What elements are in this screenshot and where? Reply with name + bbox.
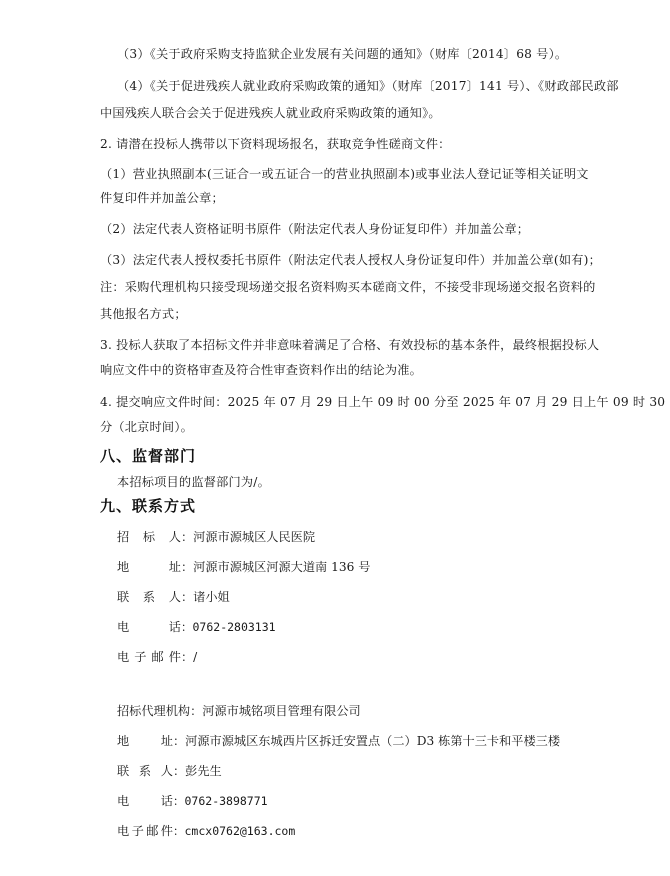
- agent-name-row: 招标代理机构：河源市城铭项目管理有限公司: [117, 704, 361, 718]
- buyer-contact-value: ：诸小姐: [181, 590, 230, 604]
- buyer-email-value: ：/: [181, 650, 198, 664]
- agent-phone-row: [117, 792, 268, 810]
- buyer-email-row: [117, 648, 197, 666]
- buyer-address-row: [117, 558, 370, 576]
- buyer-email-label: 电子邮件: [117, 650, 181, 664]
- section-8-heading: 八、监督部门: [100, 447, 197, 465]
- agent-email-row: [117, 822, 295, 840]
- section-9-heading: 九、联系方式: [100, 497, 197, 515]
- agent-address-row: [117, 732, 560, 750]
- agent-address-value: ：河源市源城区东城西片区拆迁安置点（二）D3 栋第十三卡和平楼三楼: [173, 734, 561, 748]
- registration-note-line-1: 注：采购代理机构只接受现场递交报名资料购买本磋商文件，不接受非现场递交报名资料的: [100, 280, 596, 294]
- registration-intro: 2. 请潜在投标人携带以下资料现场报名，获取竞争性磋商文件：: [100, 137, 451, 151]
- paragraph-4-line-1: 4. 提交响应文件时间：2025 年 07 月 29 日上午 09 时 00 分至 2025 年 07 月 29 日上午 09 时 30: [100, 395, 666, 409]
- policy-item-4-line-1: （4）《关于促进残疾人就业政府采购政策的通知》（财库〔2017〕141 号）、《财政部民政部: [117, 79, 619, 93]
- buyer-phone-row: [117, 618, 276, 636]
- supervision-text: 本招标项目的监督部门为/。: [117, 475, 270, 489]
- registration-item-1-line-1: （1）营业执照副本(三证合一或五证合一的营业执照副本)或事业法人登记证等相关证明文: [100, 167, 589, 181]
- paragraph-4-line-2: 分（北京时间）。: [100, 420, 193, 434]
- registration-item-1-line-2: 件复印件并加盖公章；: [100, 191, 224, 205]
- agent-email-label: 电子邮件: [117, 824, 173, 838]
- policy-item-4-line-2: 中国残疾人联合会关于促进残疾人就业政府采购政策的通知》。: [100, 106, 441, 120]
- agent-contact-row: [117, 762, 222, 780]
- agent-phone-value: ：0762-3898771: [173, 794, 268, 808]
- agent-address-label: 地 址: [117, 734, 173, 748]
- buyer-name-label: 招 标 人: [117, 530, 181, 544]
- policy-item-3: （3）《关于政府采购支持监狱企业发展有关问题的通知》（财库〔2014〕68 号）。: [117, 47, 568, 61]
- buyer-address-value: ：河源市源城区河源大道南 136 号: [181, 560, 371, 574]
- buyer-contact-row: [117, 588, 230, 606]
- agent-phone-label: 电 话: [117, 794, 173, 808]
- buyer-phone-value: ：0762-2803131: [181, 620, 276, 634]
- registration-item-3: （3）法定代表人授权委托书原件（附法定代表人授权人身份证复印件）并加盖公章(如有)；: [100, 253, 601, 267]
- buyer-name-value: ：河源市源城区人民医院: [181, 530, 316, 544]
- agent-email-value: ：cmcx0762@163.com: [173, 824, 296, 838]
- paragraph-3-line-2: 响应文件中的资格审查及符合性审查资料作出的结论为准。: [100, 363, 423, 377]
- buyer-address-label: 地 址: [117, 560, 181, 574]
- paragraph-3-line-1: 3. 投标人获取了本招标文件并非意味着满足了合格、有效投标的基本条件，最终根据投标人: [100, 338, 600, 352]
- buyer-phone-label: 电 话: [117, 620, 181, 634]
- buyer-name-row: [117, 528, 315, 546]
- buyer-contact-label: 联 系 人: [117, 590, 181, 604]
- registration-note-line-2: 其他报名方式；: [100, 307, 187, 321]
- registration-item-2: （2）法定代表人资格证明书原件（附法定代表人身份证复印件）并加盖公章；: [100, 222, 530, 236]
- agent-contact-label: 联 系 人: [117, 764, 173, 778]
- agent-contact-value: ：彭先生: [173, 764, 222, 778]
